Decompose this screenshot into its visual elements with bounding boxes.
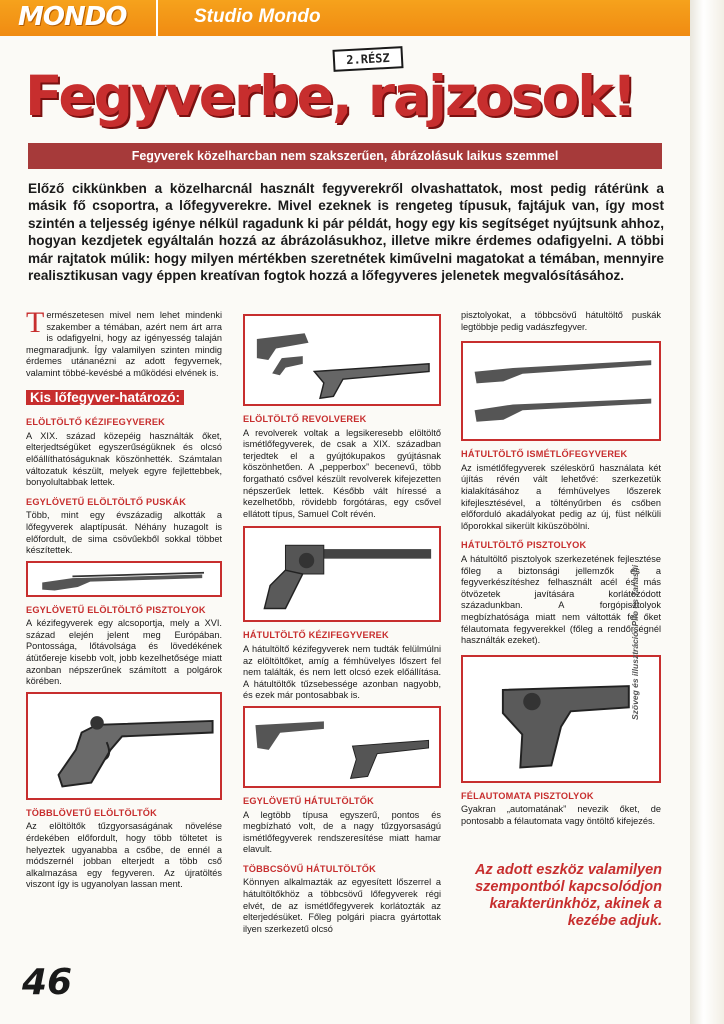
- flintlock-pistol-icon: [26, 692, 222, 800]
- section-text: Könnyen alkalmazták az egyesített lőszerrel a hátultöltőkhöz a többcsövű lőfegyverek régi elvét, de az ismétlőfegyverek korlátozták az elterjedésüket. Főleg polgári piacra gyártottak ilyen szerkezetű olcsó: [243, 877, 441, 934]
- section-heading: FÉLAUTOMATA PISZTOLYOK: [461, 790, 594, 801]
- section-heading: HÁTULTÖLTŐ KÉZIFEGYVEREK: [243, 630, 389, 641]
- section-text: Gyakran „automatának” nevezik őket, de pontosabb a félautomata vagy öntöltő kifejezés.: [461, 804, 661, 826]
- author-credit: Szöveg és illusztráció: Pilo és Tanashi: [630, 564, 640, 720]
- lead-paragraph: Előző cikkünkben a közelharcnál használt fegyverekről olvashattatok, most pedig rátérünk a másik fő csoportra, a lőfegyverekre. Mivel ezeknek is rengeteg típusuk, fajtájuk van, így most szintén a teljesség igénye nélkül ragadunk ki pár példát, hogy egy kis segítséget nyújtsunk ahhoz, hogyan kezdjetek egyáltalán hozzá az ábrázolásukhoz, illetve mikre érdemes odafigyelni. A többi már rajtatok múlik: hogy milyen mértékben szeretnétek kiművelni magatokat a témában, mennyire realisztikusan vagy éppen kreatívan fogtok hozzá a lőfegyveres jelenetek megvalósításához.: [28, 181, 664, 284]
- section-heading: TÖBBLÖVETŰ ELÖLTÖLTŐK: [26, 807, 157, 818]
- article-title: Fegyverbe, rajzosok!: [25, 64, 635, 128]
- part-label: 2.RÉSZ: [332, 46, 403, 72]
- magazine-logo: MONDO: [18, 2, 127, 32]
- section-text: A kézifegyverek egy alcsoportja, mely a XVI. század elején jelent meg Európában. Pontossága, lőtávolsága és lövedékének átütőereje kisebb volt, jobb kezelhetősége miatt azonban népszerűnek számított a polgárok körében.: [26, 618, 222, 687]
- section-text: A hátultöltő pisztolyok szerkezetének fejlesztése főleg a biztonsági jellemzők és a fegyverkészítéshez felhasznált acél és más ötvözetek javítására korlátozódott századunkban. A forgópisztolyok megbízhatósága miatt nem váltották fel őket félautomata fegyverekkel (főleg a rendőrségnél használták ezeket).: [461, 553, 661, 646]
- column-1: [26, 306, 222, 891]
- header-divider: [156, 0, 158, 36]
- rifle-icon: [26, 561, 222, 597]
- section-heading: EGYLÖVETŰ ELÖLTÖLTŐ PISZTOLYOK: [26, 604, 206, 615]
- header-bar: [0, 0, 690, 36]
- box-heading: Kis lőfegyver-határozó:: [26, 390, 184, 406]
- drop-cap: T: [26, 306, 45, 339]
- section-heading: HÁTULTÖLTŐ PISZTOLYOK: [461, 540, 587, 551]
- section-title: Studio Mondo: [194, 6, 321, 27]
- revolver-icon: [243, 526, 441, 622]
- article-subtitle: Fegyverek közelharcban nem szakszerűen, ábrázolásuk laikus szemmel: [28, 143, 662, 169]
- intro-paragraph: [26, 306, 222, 380]
- section-text: A revolverek voltak a legsikeresebb elöltöltő ismétlőfegyverek, de csak a XIX. században terjedtek el a gyújtókupakos gyújtásnak köszönhetően. A „pepperbox” becenevű, több forgatható csővel készült revolverek kifejezetten népszerűek lettek. Később vált híressé a kezelhetőbb, rövidebb forgótáras, egy csővel ellátott típus, Samuel Colt révén.: [243, 427, 441, 519]
- section-heading: TÖBBCSÖVŰ HÁTULTÖLTŐK: [243, 863, 376, 874]
- section-heading: EGYLÖVETŰ ELÖLTÖLTŐ PUSKÁK: [26, 496, 187, 507]
- section-text: Az ismétlőfegyverek széleskörű használata két újítás révén vált lehetővé: szerkezetük kialakításához a fémhüvelyes lőszerek kifejlesztésével, a töltényűrben és csőben előforduló akadályokat pedig az új, füst nélküli lőporokkal sikerült kiküszöbölni.: [461, 462, 661, 531]
- page-number: 46: [22, 962, 73, 1003]
- section-text: A XIX. század közepéig használták őket, elterjedtségüket egyszerűségüknek és olcsó előállíthatóságuknak köszönhették. Számtalan változatuk készült, melyek egyre fejlettebbek, bonyolultabbak lettek.: [26, 430, 222, 488]
- next-page-edge: [690, 0, 724, 1024]
- section-text: Az elöltöltők tűzgyorsaságának növelése érdekében előfordult, hogy több töltetet is helyeztek ugyanabba a csőbe, de ennél a módszernél jobban elterjedt a több cső alkalmazása egy fegyveren. Az újratöltés viszont így is ugyanolyan lassan ment.: [26, 821, 222, 890]
- section-text: A hátultöltő kézifegyverek nem tudták felülmúlni az elöltöltőket, amíg a fémhüvelyes lőszert fel nem találták, és nem lett olcsó ezek előállítása. A hátultöltők tűzsebessége azonban nagyobb, és ezek már pontosabbak is.: [243, 643, 441, 701]
- section-text: pisztolyokat, a többcsövű hátultöltő puskák legtöbbje pedig vadászfegyver.: [461, 310, 661, 332]
- section-heading: ELÖLTÖLTŐ KÉZIFEGYVEREK: [26, 417, 166, 428]
- section-heading: HÁTULTÖLTŐ ISMÉTLŐFEGYVEREK: [461, 449, 628, 460]
- breechloader-pistol-icon: [243, 706, 441, 788]
- section-heading: ELÖLTÖLTŐ REVOLVEREK: [243, 414, 367, 424]
- flintlock-pistol-icon: [243, 314, 441, 406]
- section-heading: EGYLÖVETŰ HÁTULTÖLTŐK: [243, 795, 374, 806]
- pull-quote: Az adott eszköz valamilyen szempontból kapcsolódjon karakterünkhöz, akinek a kezébe adjuk.: [475, 862, 662, 929]
- column-2: [243, 310, 441, 935]
- section-text: A legtöbb típusa egyszerű, pontos és megbízható volt, de a nagy tűzgyorsaságú ismétlőfegyverek rendszeresítése miatt hamar elavult.: [243, 809, 441, 855]
- shotgun-icon: [461, 341, 661, 441]
- intro-text: ermészetesen mivel nem lehet mindenki szakember a témában, azért nem árt arra is odafigyelni, hogy az igényesség talaján megmaradjunk. Így valamilyen szinten mindig érdemes utánanézni az adott fegyvernek, valamint többé-kevésbé a működési elvének is.: [26, 310, 222, 378]
- section-text: Több, mint egy évszázadig alkották a lőfegyverek alaptípusát. Néhány huzagolt is előfordult, de sima csövűekből sokkal többet készítettek.: [26, 510, 222, 556]
